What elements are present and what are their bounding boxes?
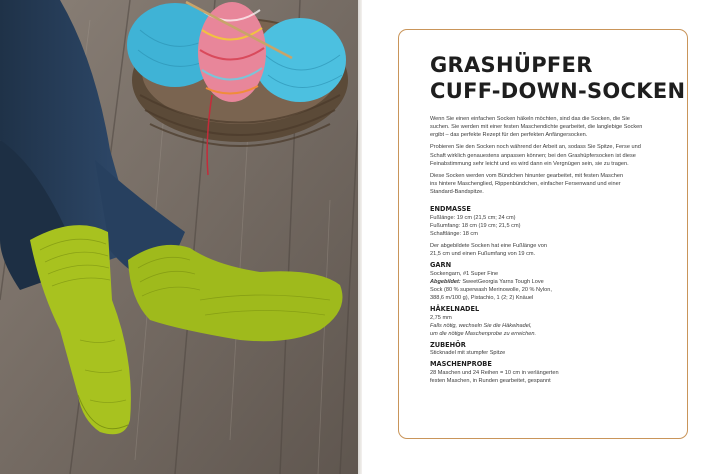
endmasse-line: Fußlänge: 19 cm (21,5 cm; 24 cm) [430,214,516,221]
intro-line: Schaft wirklich genauestens anpassen können; bei den Grashüpfersocken ist diese [430,152,636,159]
heading-haekelnadel: HÄKELNADEL [430,305,480,314]
heading-endmasse: ENDMASSE [430,205,471,214]
maschenprobe-info [430,369,678,385]
zubehoer-line: Sticknadel mit stumpfer Spitze [430,350,506,357]
intro-line: ergibt – das perfekte Rezept für den perfekten Anfängersocken. [430,132,588,139]
intro-paragraph-2 [430,143,678,167]
title-line-2: CUFF-DOWN-SOCKEN [430,79,686,103]
heading-zubehoer: ZUBEHÖR [430,340,466,349]
intro-line: ins hintere Maschenglied, Rippenbündchen, einfacher Fersenwand und einer [430,181,621,188]
haekelnadel-info [430,314,678,338]
endmasse-note-line: Der abgebildete Socken hat eine Fußlänge von [430,243,547,249]
garn-info [430,270,678,302]
garn-line-rest: SweetGeorgia Yarns Tough Love [460,278,544,285]
garn-line: 388,6 m/100 g), Pistachio, 1 (2; 2) Knäuel [430,294,534,301]
nadel-line: 2,75 mm [430,314,452,321]
nadel-note-line: Falls nötig, wechseln Sie die Häkelnadel, [430,322,532,329]
intro-line: Probieren Sie den Socken noch während der Arbeit an, sodass Sie Spitze, Ferse und [430,144,641,151]
endmasse-values [430,214,678,238]
intro-line: Wenn Sie einen einfachen Socken häkeln möchten, sind das die Socken, die Sie [430,116,630,122]
probe-line: festen Maschen, in Runden gearbeitet, gespannt [430,378,551,385]
intro-line: Standard-Bandspitze. [430,189,484,196]
garn-line: Sockengarn, #1 Super Fine [430,270,499,277]
intro-line: suchen. Sie werden mit einer festen Maschendichte gearbeitet, die langlebige Socken [430,124,643,131]
heading-maschenprobe: MASCHENPROBE [430,360,492,369]
photo-socks [0,0,358,474]
title-line-1: GRASHÜPFER [430,53,593,77]
pattern-text [430,115,678,387]
photo-illustration [0,0,358,474]
intro-paragraph-3 [430,172,678,196]
zubehoer-info [430,349,678,357]
garn-line [430,278,678,286]
intro-line: Diese Socken werden vom Bündchen hinunter gearbeitet, mit festen Maschen [430,172,624,179]
intro-line: Feinabstimmung sehr leicht und es wird dann ein Vergnügen sein, sie zu tragen. [430,160,629,167]
page-title [430,52,686,104]
endmasse-line: Schaftlänge: 18 cm [430,230,478,237]
probe-line: 28 Maschen und 24 Reihen = 10 cm in verlängerten [430,369,559,376]
endmasse-note-line: 21,5 cm und einen Fußumfang von 19 cm. [430,251,536,258]
endmasse-line: Fußumfang: 18 cm (19 cm; 21,5 cm) [430,222,521,229]
intro-paragraph-1 [430,115,678,139]
endmasse-note [430,242,678,258]
garn-line: Sock (80 % superwash Merinowolle, 20 % Nylon, [430,286,552,293]
page-gutter [358,0,362,474]
heading-garn: GARN [430,261,452,270]
garn-label: Abgebildet: [430,278,461,285]
nadel-note-line: um die nötige Maschenprobe zu erreichen. [430,330,537,337]
